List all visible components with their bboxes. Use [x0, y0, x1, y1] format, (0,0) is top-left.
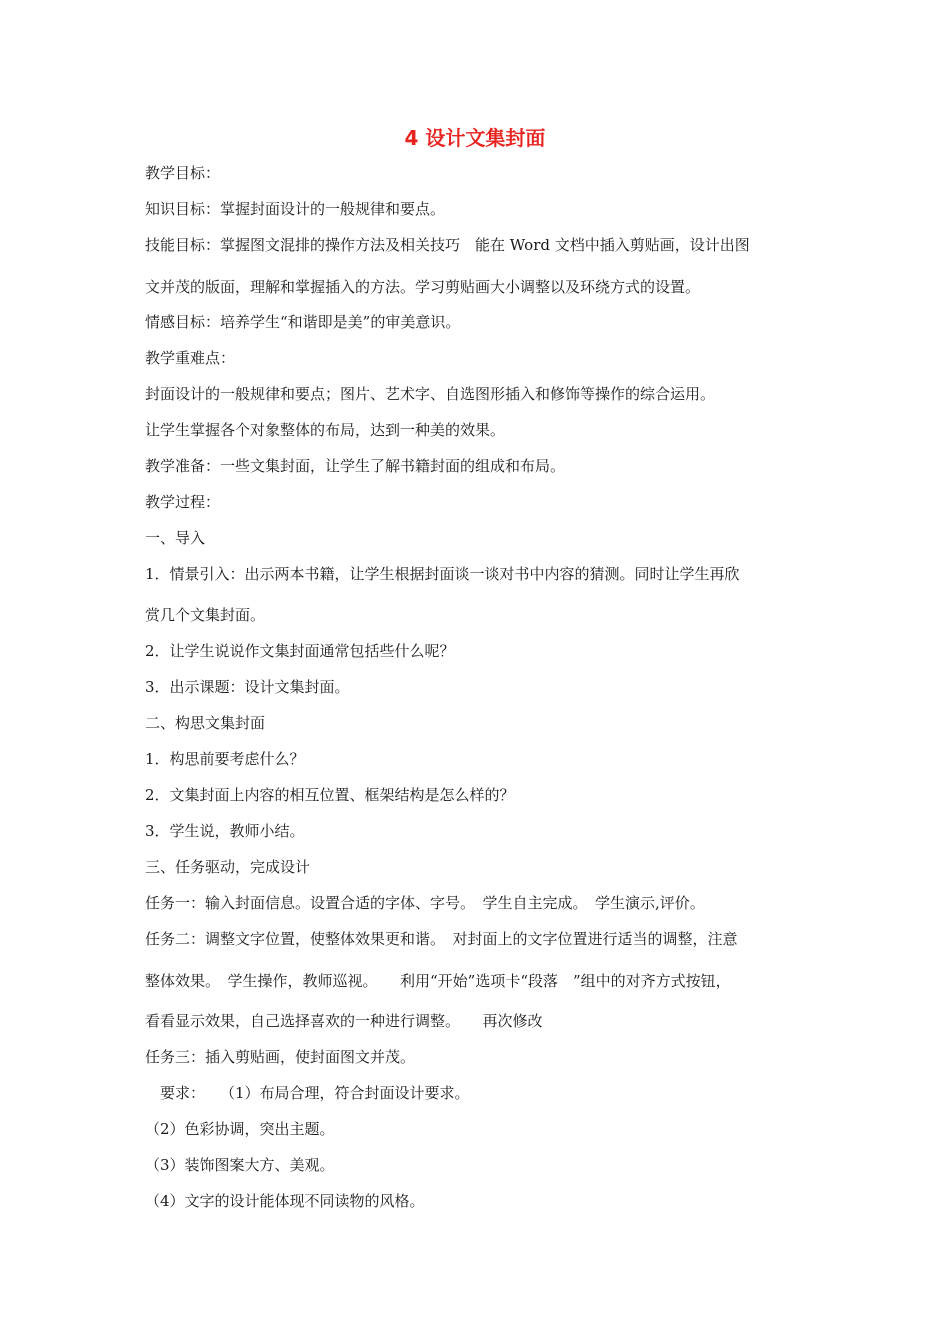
text-line: 技能目标：掌握图文混排的操作方法及相关技巧 能在 Word 文档中插入剪贴画，设计出图	[145, 236, 750, 254]
text-line: 1．构思前要考虑什么？	[145, 750, 305, 768]
text-line: 3．学生说，教师小结。	[145, 822, 305, 840]
text-line: 情感目标：培养学生“和谐即是美”的审美意识。	[145, 313, 461, 331]
text-line: （3）装饰图案大方、美观。	[145, 1156, 335, 1174]
document-title: 4 设计文集封面	[404, 126, 546, 150]
text-line: （2）色彩协调，突出主题。	[145, 1120, 335, 1138]
text-line: 任务一：输入封面信息。设置合适的字体、字号。 学生自主完成。 学生演示,评价。	[145, 894, 705, 912]
text-line: （4）文字的设计能体现不同读物的风格。	[145, 1192, 425, 1210]
text-line: 一、导入	[145, 529, 206, 547]
text-line: 封面设计的一般规律和要点；图片、艺术字、自选图形插入和修饰等操作的综合运用。	[145, 385, 716, 403]
text-line: 三、任务驱动，完成设计	[145, 858, 311, 876]
text-line: 要求： （1）布局合理，符合封面设计要求。	[145, 1084, 470, 1102]
text-line: 知识目标：掌握封面设计的一般规律和要点。	[145, 200, 446, 218]
text-line: 教学重难点：	[145, 349, 236, 367]
text-line: 二、构思文集封面	[145, 714, 266, 732]
text-line: 教学准备：一些文集封面，让学生了解书籍封面的组成和布局。	[145, 457, 566, 475]
text-line: 2．让学生说说作文集封面通常包括些什么呢？	[145, 642, 455, 660]
text-line: 1．情景引入：出示两本书籍，让学生根据封面谈一谈对书中内容的猜测。同时让学生再欣	[145, 565, 740, 583]
text-line: 任务二：调整文字位置，使整体效果更和谐。 对封面上的文字位置进行适当的调整，注意	[145, 930, 738, 948]
text-line: 教学目标：	[145, 164, 221, 182]
text-line: 文并茂的版面，理解和掌握插入的方法。学习剪贴画大小调整以及环绕方式的设置。	[145, 278, 701, 296]
text-line: 看看显示效果，自己选择喜欢的一种进行调整。 再次修改	[145, 1012, 543, 1030]
text-line: 让学生掌握各个对象整体的布局，达到一种美的效果。	[145, 421, 506, 439]
text-line: 3．出示课题：设计文集封面。	[145, 678, 350, 696]
text-line: 赏几个文集封面。	[145, 606, 266, 624]
text-line: 2．文集封面上内容的相互位置、框架结构是怎么样的？	[145, 786, 515, 804]
text-line: 任务三：插入剪贴画，使封面图文并茂。	[145, 1048, 416, 1066]
text-line: 整体效果。 学生操作，教师巡视。 利用“开始”选项卡“段落 ”组中的对齐方式按钮，	[145, 972, 731, 990]
text-line: 教学过程：	[145, 493, 221, 511]
